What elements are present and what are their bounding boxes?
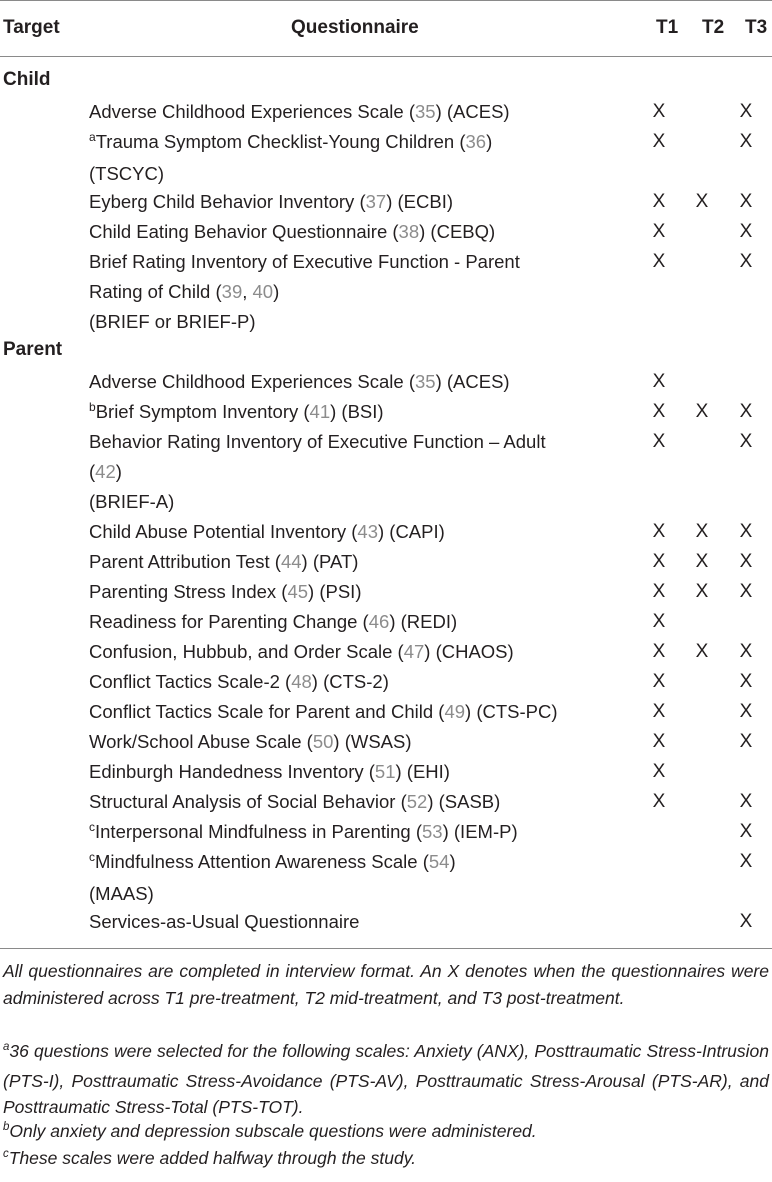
questionnaire-text: ) (CTS-2) bbox=[311, 671, 389, 692]
questionnaire-text: ) (ACES) bbox=[435, 101, 510, 122]
questionnaire-name bbox=[89, 907, 634, 937]
questionnaire-text: Confusion, Hubbub, and Order Scale ( bbox=[89, 641, 404, 662]
questionnaire-name bbox=[89, 517, 634, 547]
reference-number: 48 bbox=[291, 671, 312, 692]
questionnaire-name bbox=[89, 847, 634, 909]
administered-mark-t1: X bbox=[652, 101, 666, 122]
reference-number: 53 bbox=[422, 821, 443, 842]
questionnaire-name bbox=[89, 547, 634, 577]
questionnaire-text: ) (CEBQ) bbox=[419, 221, 496, 242]
administered-mark-t1: X bbox=[652, 761, 666, 782]
administered-mark-t3: X bbox=[739, 551, 753, 572]
questionnaire-text: ) (ECBI) bbox=[386, 191, 453, 212]
reference-number: 54 bbox=[428, 851, 450, 872]
questionnaire-text: Readiness for Parenting Change ( bbox=[89, 611, 369, 632]
questionnaire-text: ) (BSI) bbox=[330, 401, 384, 422]
footnote-marker: c bbox=[89, 850, 95, 864]
questionnaire-text: ) (SASB) bbox=[427, 791, 501, 812]
questionnaire-name bbox=[89, 757, 634, 787]
footnote-b-text: Only anxiety and depression subscale questions were administered. bbox=[9, 1121, 537, 1141]
questionnaire-text: Parenting Stress Index ( bbox=[89, 581, 288, 602]
questionnaire-text: Adverse Childhood Experiences Scale ( bbox=[89, 371, 415, 392]
questionnaire-text: Adverse Childhood Experiences Scale ( bbox=[89, 101, 415, 122]
questionnaire-name bbox=[89, 667, 634, 697]
questionnaire-text: Child Eating Behavior Questionnaire ( bbox=[89, 221, 399, 242]
reference-number: 35 bbox=[414, 371, 436, 392]
administered-mark-t3: X bbox=[739, 641, 753, 662]
questionnaire-text: ) (IEM-P) bbox=[442, 821, 518, 842]
administered-mark-t1: X bbox=[652, 611, 666, 632]
reference-number: 49 bbox=[444, 701, 466, 722]
questionnaire-name bbox=[89, 577, 634, 607]
questionnaire-name bbox=[89, 397, 634, 429]
administered-mark-t1: X bbox=[652, 791, 666, 812]
header-questionnaire: Questionnaire bbox=[291, 17, 419, 38]
administered-mark-t1: X bbox=[652, 431, 666, 452]
administered-mark-t1: X bbox=[652, 401, 666, 422]
administered-mark-t3: X bbox=[739, 191, 753, 212]
reference-number: 36 bbox=[465, 131, 487, 152]
administered-mark-t3: X bbox=[739, 581, 753, 602]
questionnaire-text: Brief Symptom Inventory ( bbox=[95, 401, 310, 422]
administered-mark-t3: X bbox=[739, 911, 753, 932]
reference-number: 46 bbox=[368, 611, 390, 632]
reference-number: 47 bbox=[403, 641, 425, 662]
header-bottom-rule bbox=[0, 56, 772, 57]
questionnaire-name bbox=[89, 727, 634, 757]
administered-mark-t1: X bbox=[652, 701, 666, 722]
header-top-rule bbox=[0, 0, 772, 1]
administered-mark-t3: X bbox=[739, 851, 753, 872]
administered-mark-t3: X bbox=[739, 671, 753, 692]
administered-mark-t1: X bbox=[652, 221, 666, 242]
questionnaire-text: ) (CTS-PC) bbox=[465, 701, 558, 722]
administered-mark-t2: X bbox=[695, 521, 709, 542]
questionnaire-text: ) (REDI) bbox=[389, 611, 458, 632]
administered-mark-t2: X bbox=[695, 401, 709, 422]
questionnaire-text: ) (MAAS) bbox=[89, 851, 456, 904]
table-bottom-rule bbox=[0, 948, 772, 949]
reference-number: 40 bbox=[252, 281, 274, 302]
questionnaire-text: Behavior Rating Inventory of Executive Function – Adult ( bbox=[89, 431, 546, 482]
questionnaire-text: , bbox=[242, 281, 253, 302]
administered-mark-t3: X bbox=[739, 431, 753, 452]
administered-mark-t2: X bbox=[695, 191, 709, 212]
questionnaire-name bbox=[89, 367, 634, 397]
administered-mark-t1: X bbox=[652, 131, 666, 152]
footnote-a-mark: a bbox=[3, 1041, 10, 1053]
footnote-b bbox=[3, 1118, 769, 1148]
questionnaire-name bbox=[89, 817, 634, 849]
questionnaire-text: Structural Analysis of Social Behavior ( bbox=[89, 791, 407, 812]
footnote-marker: a bbox=[89, 130, 96, 144]
header-t3: T3 bbox=[745, 17, 768, 38]
questionnaire-name bbox=[89, 427, 634, 517]
questionnaire-name bbox=[89, 607, 634, 637]
questionnaire-text: Work/School Abuse Scale ( bbox=[89, 731, 313, 752]
reference-number: 50 bbox=[312, 731, 334, 752]
reference-number: 37 bbox=[365, 191, 387, 212]
footnote-marker: c bbox=[89, 820, 95, 834]
administered-mark-t3: X bbox=[739, 701, 753, 722]
administered-mark-t1: X bbox=[652, 581, 666, 602]
administered-mark-t3: X bbox=[739, 401, 753, 422]
administered-mark-t1: X bbox=[652, 671, 666, 692]
group-label: Child bbox=[3, 69, 51, 90]
questionnaire-name bbox=[89, 127, 634, 189]
reference-number: 45 bbox=[287, 581, 309, 602]
administered-mark-t3: X bbox=[739, 731, 753, 752]
questionnaire-text: ) (PSI) bbox=[308, 581, 362, 602]
administered-mark-t1: X bbox=[652, 251, 666, 272]
footnote-a bbox=[3, 1038, 769, 1121]
questionnaire-text: ) (CAPI) bbox=[377, 521, 445, 542]
header-t1: T1 bbox=[656, 17, 679, 38]
administered-mark-t3: X bbox=[739, 251, 753, 272]
questionnaire-name bbox=[89, 637, 634, 667]
questionnaire-name bbox=[89, 787, 634, 817]
questionnaire-name bbox=[89, 697, 634, 727]
administered-mark-t3: X bbox=[739, 131, 753, 152]
administered-mark-t3: X bbox=[739, 221, 753, 242]
questionnaire-text: ) (WSAS) bbox=[333, 731, 412, 752]
questionnaire-text: Interpersonal Mindfulness in Parenting ( bbox=[95, 821, 423, 842]
questionnaire-text: ) (EHI) bbox=[395, 761, 450, 782]
reference-number: 51 bbox=[374, 761, 396, 782]
administered-mark-t3: X bbox=[739, 821, 753, 842]
administered-mark-t1: X bbox=[652, 641, 666, 662]
questionnaire-text: Services-as-Usual Questionnaire bbox=[89, 911, 360, 932]
questionnaire-text: Mindfulness Attention Awareness Scale ( bbox=[95, 851, 429, 872]
administered-mark-t1: X bbox=[652, 371, 666, 392]
administered-mark-t1: X bbox=[652, 191, 666, 212]
administered-mark-t2: X bbox=[695, 581, 709, 602]
questionnaire-text: ) (ACES) bbox=[435, 371, 510, 392]
header-target: Target bbox=[3, 17, 60, 38]
administered-mark-t1: X bbox=[652, 551, 666, 572]
reference-number: 39 bbox=[221, 281, 243, 302]
footnote-c-text: These scales were added halfway through the study. bbox=[8, 1148, 417, 1168]
administered-mark-t3: X bbox=[739, 521, 753, 542]
group-label: Parent bbox=[3, 339, 63, 360]
administered-mark-t1: X bbox=[652, 731, 666, 752]
reference-number: 43 bbox=[357, 521, 378, 542]
footnote-a-text: 36 questions were selected for the following scales: Anxiety (ANX), Posttraumatic Stress-Intrusion (PTS-I), Posttraumatic Stress-Avoidance (PTS-AV), Posttraumatic Stress-Arousal (PTS-AR), and Posttraumatic Stress-Total (PTS-TOT). bbox=[3, 1041, 769, 1117]
reference-number: 52 bbox=[406, 791, 428, 812]
footnote-marker: b bbox=[89, 400, 96, 414]
questionnaire-text: ) (CHAOS) bbox=[424, 641, 514, 662]
questionnaire-text: Conflict Tactics Scale for Parent and Child ( bbox=[89, 701, 445, 722]
questionnaire-text: Edinburgh Handedness Inventory ( bbox=[89, 761, 375, 782]
reference-number: 38 bbox=[398, 221, 420, 242]
administered-mark-t2: X bbox=[695, 551, 709, 572]
questionnaire-text: Eyberg Child Behavior Inventory ( bbox=[89, 191, 366, 212]
footnote-general: All questionnaires are completed in interview format. An X denotes when the questionnaires were administered across T1 pre-treatment, T2 mid-treatment, and T3 post-treatment. bbox=[3, 961, 769, 1008]
questionnaire-text: Trauma Symptom Checklist-Young Children ( bbox=[95, 131, 466, 152]
administered-mark-t3: X bbox=[739, 791, 753, 812]
questionnaire-name bbox=[89, 97, 634, 127]
questionnaire-text: ) (BRIEF or BRIEF-P) bbox=[89, 281, 280, 332]
footnote-c-mark: c bbox=[3, 1148, 9, 1160]
questionnaire-name bbox=[89, 247, 634, 337]
administered-mark-t1: X bbox=[652, 521, 666, 542]
questionnaire-text: Brief Rating Inventory of Executive Function - Parent Rating of Child ( bbox=[89, 251, 520, 302]
questionnaire-text: ) (PAT) bbox=[301, 551, 359, 572]
questionnaire-text: ) (BRIEF-A) bbox=[89, 461, 175, 512]
questionnaire-text: ) (TSCYC) bbox=[89, 131, 493, 184]
questionnaire-text: Child Abuse Potential Inventory ( bbox=[89, 521, 358, 542]
footnote-c bbox=[3, 1145, 769, 1175]
questionnaire-name bbox=[89, 217, 634, 247]
reference-number: 41 bbox=[309, 401, 331, 422]
administered-mark-t3: X bbox=[739, 101, 753, 122]
reference-number: 44 bbox=[280, 551, 302, 572]
header-t2: T2 bbox=[702, 17, 725, 38]
reference-number: 42 bbox=[95, 461, 116, 482]
footnote-b-mark: b bbox=[3, 1121, 10, 1133]
questionnaire-text: Conflict Tactics Scale-2 ( bbox=[89, 671, 292, 692]
administered-mark-t2: X bbox=[695, 641, 709, 662]
questionnaire-text: Parent Attribution Test ( bbox=[89, 551, 281, 572]
reference-number: 35 bbox=[414, 101, 436, 122]
questionnaire-name bbox=[89, 187, 634, 217]
